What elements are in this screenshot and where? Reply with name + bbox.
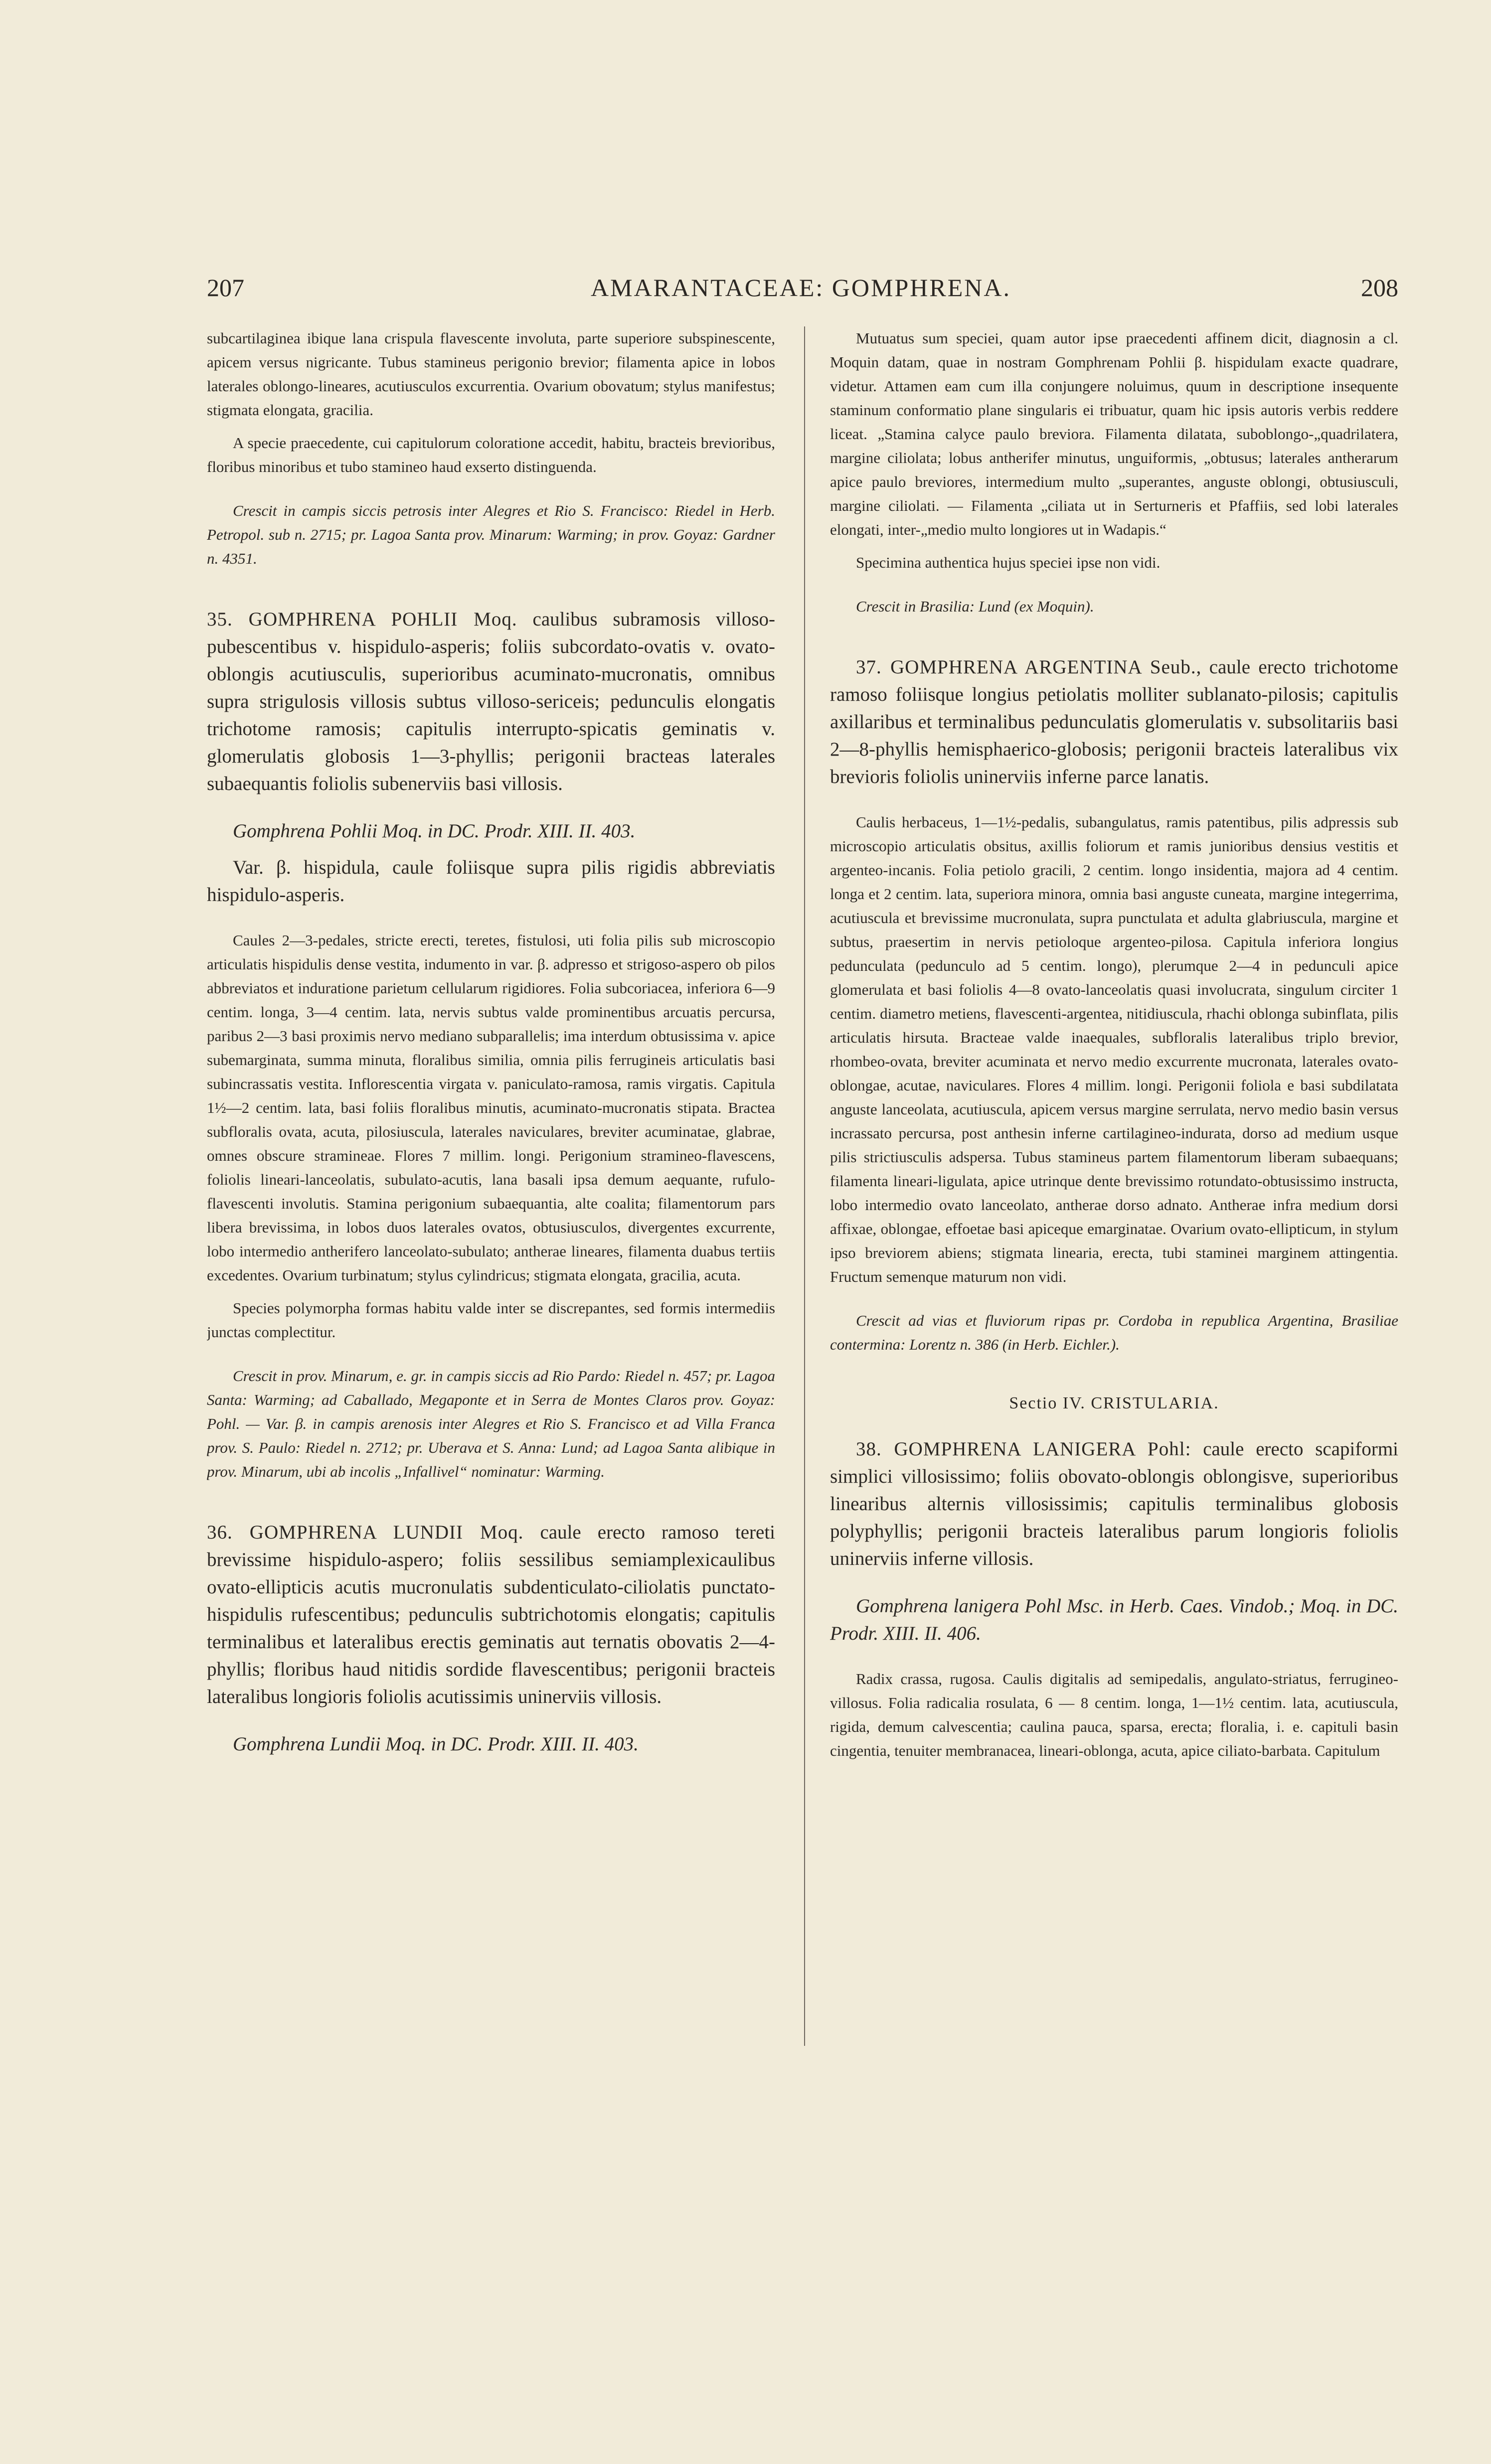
species-35-locality: Crescit in prov. Minarum, e. gr. in campis siccis ad Rio Pardo: Riedel n. 457; pr. Lagoa Santa: Warming; ad Caballado, Megaponte et in Serra de Montes Claros prov. Goyaz: Pohl. — Var. β. in campis arenosis inter Alegres et Rio S. Francisco et ad Villa Franca prov. S. Paulo: Riedel n. 2712; pr. Uberava et S. Anna: Lund; ad Lagoa Santa alibique in prov. Minarum, ubi ab incolis „Infallivel“ nominatur: Warming. (207, 1367, 775, 1480)
species-36-reference: Gomphrena Lundii Moq. in DC. Prodr. XIII. II. 403. (233, 1733, 639, 1755)
paragraph-distinction: A specie praecedente, cui capitulorum coloratione accedit, habitu, bracteis brevioribus, floribus minoribus et tubo stamineo haud exserto distinguenda. (207, 434, 775, 475)
species-37-heading: 37. GOMPHRENA ARGENTINA Seub. (856, 656, 1196, 678)
species-36-locality: Crescit in Brasilia: Lund (ex Moquin). (856, 598, 1094, 615)
locality-note: Crescit in campis siccis petrosis inter Alegres et Rio S. Francisco: Riedel in Herb. Petropol. sub n. 2715; pr. Lagoa Santa prov. Minarum: Warming; in prov. Goyaz: Gardner n. 4351. (207, 502, 775, 567)
right-column (830, 326, 1398, 2395)
paragraph-mutuatus: Mutuatus sum speciei, quam autor ipse praecedenti affinem dicit, diagnosin a cl. Moquin datam, quae in nostram Gomphrenam Pohlii β. hispidulam exacte quadrare, videtur. Attamen eam cum illa conjungere noluimus, quum in descriptione insequente staminum conformatio plane singularis ei tribuatur, quam hic ipsis autoris verbis reddere liceat. „Stamina calyce paulo breviora. Filamenta dilatata, suboblongo-„quadrilatera, margine ciliolata; lobus antherifer minutus, unguiformis, „obtusus; laterales antherarum apice paulo breviores, intermedium multo „superantes, anguste oblongi, obtusiusculi, margine ciliolati. — Filamenta „ciliata ut in Serturneris et Pfaffiis, sed lobi laterales elongati, inter-„medio multo longiores ut in Wadapis.“ (830, 329, 1398, 538)
species-36-text: caule erecto ramoso tereti brevissime hispidulo-aspero; foliis sessilibus semiamplexicaulibus ovato-ellipticis acutis mucronulatis subdenticulato-ciliolatis punctato-hispidulis rufescentibus; pedunculis subtrichotomis elongatis; capitulis terminalibus et lateralibus erectis geminatis aut ternatis obovatis 2—4-phyllis; floribus haud nitidis sordide flavescentibus; perigonii bracteis lateralibus longioris foliolis acutissimis uninerviis villosis. (207, 1522, 775, 1707)
species-38-reference: Gomphrena lanigera Pohl Msc. in Herb. Caes. Vindob.; Moq. in DC. Prodr. XIII. II. 406. (830, 1595, 1398, 1644)
left-column (207, 326, 775, 2395)
page-number-left: 207 (207, 274, 244, 302)
running-title: AMARANTACEAE: GOMPHRENA. (591, 274, 1011, 302)
species-37-locality: Crescit ad vias et fluviorum ripas pr. Cordoba in republica Argentina, Brasiliae contermina: Lorentz n. 386 (in Herb. Eichler.). (830, 1312, 1398, 1353)
paragraph-continued: subcartilaginea ibique lana crispula flavescente involuta, parte superiore subspinescente, apicem versus nigricante. Tubus stamineus perigonio brevior; filamenta apice in lobos laterales oblongo-lineares, acutiusculos excurrentia. Ovarium obovatum; stylus manifestus; stigmata elongata, gracilia. (207, 329, 775, 419)
species-35-text: caulibus subramosis villoso-pubescentibus v. hispidulo-asperis; foliis subcordato-ovatis v. ovato-oblongis acutiusculis, superioribus acuminato-mucronatis, omnibus supra strigulosis villosis subtus villoso-sericeis; pedunculis elongatis trichotome ramosis; capitulis interrupto-spicatis geminatis v. glomerulatis globosis 1—3-phyllis; perigonii bracteas laterales subaequantis foliolis subenerviis basi villosis. (207, 609, 775, 794)
species-35-reference: Gomphrena Pohlii Moq. in DC. Prodr. XIII. II. 403. (233, 820, 636, 842)
page-number-right: 208 (1361, 274, 1398, 302)
paragraph-specimina: Specimina authentica hujus speciei ipse non vidi. (856, 554, 1160, 571)
species-38-heading: 38. GOMPHRENA LANIGERA Pohl: (856, 1438, 1191, 1460)
species-36-diagnosis (207, 1519, 775, 1710)
species-35-heading: 35. GOMPHRENA POHLII Moq. (207, 609, 517, 630)
species-37-diagnosis (830, 653, 1398, 790)
species-38-text: caule erecto scapiformi simplici villosissimo; foliis obovato-oblongis oblongisve, superioribus linearibus alternis villosissimis; capitulis terminalibus globosis polyphyllis; perigonii bracteis lateralibus parum longioris foliolis uninerviis inferne villosis. (830, 1438, 1398, 1569)
species-35-description: Caules 2—3-pedales, stricte erecti, teretes, fistulosi, uti folia pilis sub microscopio articulatis hispidulis dense vestita, indumento in var. β. adpresso et strigoso-aspero ob pilos abbreviatos et induratione parietum cellularum rigidiores. Folia subcoriacea, inferiora 6—9 centim. longa, 3—4 centim. lata, nervis subtus valde prominentibus arcuatis percursa, paribus 2—3 basi proximis nervo mediano subparallelis; ima interdum obtusissima v. apice subemarginata, summa minuta, floralibus similia, omnia pilis ferrugineis articulatis basi subincrassatis vestita. Inflorescentia virgata v. paniculato-ramosa, ramis virgatis. Capitula 1½—2 centim. lata, basi foliis floralibus minutis, acuminato-mucronatis stipata. Bractea subfloralis ovata, acuta, pilosiuscula, laterales naviculares, breviter acuminatae, glabrae, omnes obscure stramineae. Flores 7 millim. longi. Perigonium stramineo-flavescens, foliolis lineari-lanceolatis, subulato-acutis, lana basali ipsa demum aequante, rufulo-flavescenti involutis. Stamina perigonium subaequantia, alte coalita; filamentorum pars libera brevissima, in lobos duos laterales ovatos, obtusiusculos, divergentes excurrente, lobo intermedio antherifero lanceolato-subulato; antherae lineares, filamenta duabus tertiis excedentes. Ovarium turbinatum; stylus cylindricus; stigmata elongata, gracilia, acuta. (207, 931, 775, 1284)
species-36-heading: 36. GOMPHRENA LUNDII Moq. (207, 1522, 524, 1543)
species-38-diagnosis (830, 1435, 1398, 1572)
species-38-description: Radix crassa, rugosa. Caulis digitalis ad semipedalis, angulato-striatus, ferrugineo-villosus. Folia radicalia rosulata, 6 — 8 centim. longa, 1—1½ centim. lata, acutiuscula, rigida, demum calvescentia; caulina pauca, sparsa, erecta; floralia, i. e. capituli basin cingentia, tenuiter membranacea, lineari-oblonga, acuta, apice ciliato-barbata. Capitulum (830, 1670, 1398, 1759)
species-37-text: , caule erecto trichotome ramoso foliisque longius petiolatis molliter sublanato-pilosis; capitulis axillaribus et terminalibus pedunculatis glomerulatis v. subsolitariis basi 2—8-phyllis hemisphaerico-globosis; perigonii bracteis lateralibus vix brevioris foliolis uninerviis inferne parce lanatis. (830, 656, 1398, 787)
species-35-remark: Species polymorpha formas habitu valde inter se discrepantes, sed formis intermediis junctas complectitur. (207, 1299, 775, 1341)
page-header (207, 273, 1398, 318)
variety-beta: Var. β. hispidula, caule foliisque supra pilis rigidis abbreviatis hispidulo-asperis. (207, 857, 775, 906)
species-35-diagnosis (207, 606, 775, 797)
species-37-description: Caulis herbaceus, 1—1½-pedalis, subangulatus, ramis patentibus, pilis adpressis sub microscopio articulatis obsitus, axillis foliorum et ramis junioribus densius vestitis et argenteo-incanis. Folia petiolo gracili, 2 centim. longo insidentia, majora ad 4 centim. longa et 2 centim. lata, superiora minora, omnia basi anguste cuneata, margine integerrima, acutiuscula et brevissime mucronulata, supra punctulata et adulta glabriuscula, margine et subtus, praesertim in nervis petioloque argenteo-pilosa. Capitula inferiora longius pedunculata (pedunculo ad 5 centim. longo), plerumque 2—4 in pedunculi apice glomerulata et basi foliolis 4—8 ovato-lanceolatis quasi involucrata, singulum circiter 1 centim. diametro metiens, flavescenti-argentea, nitidiuscula, rhachi oblonga subinflata, pilis articulatis hirsuta. Bracteae valde inaequales, subfloralis lateralibus triplo brevior, rhombeo-ovata, breviter acuminata et nervo medio excurrente mucronata, laterales ovato-oblongae, acutae, naviculares. Flores 4 millim. longi. Perigonii foliola e basi subdilatata anguste lanceolata, acutiuscula, apicem versus margine serrulata, nervo medio basin versus incrassato percursa, post anthesin inferne cartilagineo-indurata, dorso ad medium usque pilis strictiusculis adspersa. Tubus stamineus partem filamentorum liberam subaequans; filamenta lineari-ligulata, apice utrinque dente brevissimo rotundato-obtusissimo instructa, lobo intermedio ovato lanceolato, antherae dorso adnato. Antherae infra medium dorsi affixae, oblongae, effoetae basi apiceque emarginatae. Ovarium ovato-ellipticum, in stylum ipso breviorem abiens; stigmata linearia, erecta, tubi staminei marginem attingentia. Fructum semenque maturum non vidi. (830, 813, 1398, 1285)
section-heading: Sectio IV. CRISTULARIA. (1009, 1394, 1219, 1412)
column-divider (804, 326, 805, 2046)
